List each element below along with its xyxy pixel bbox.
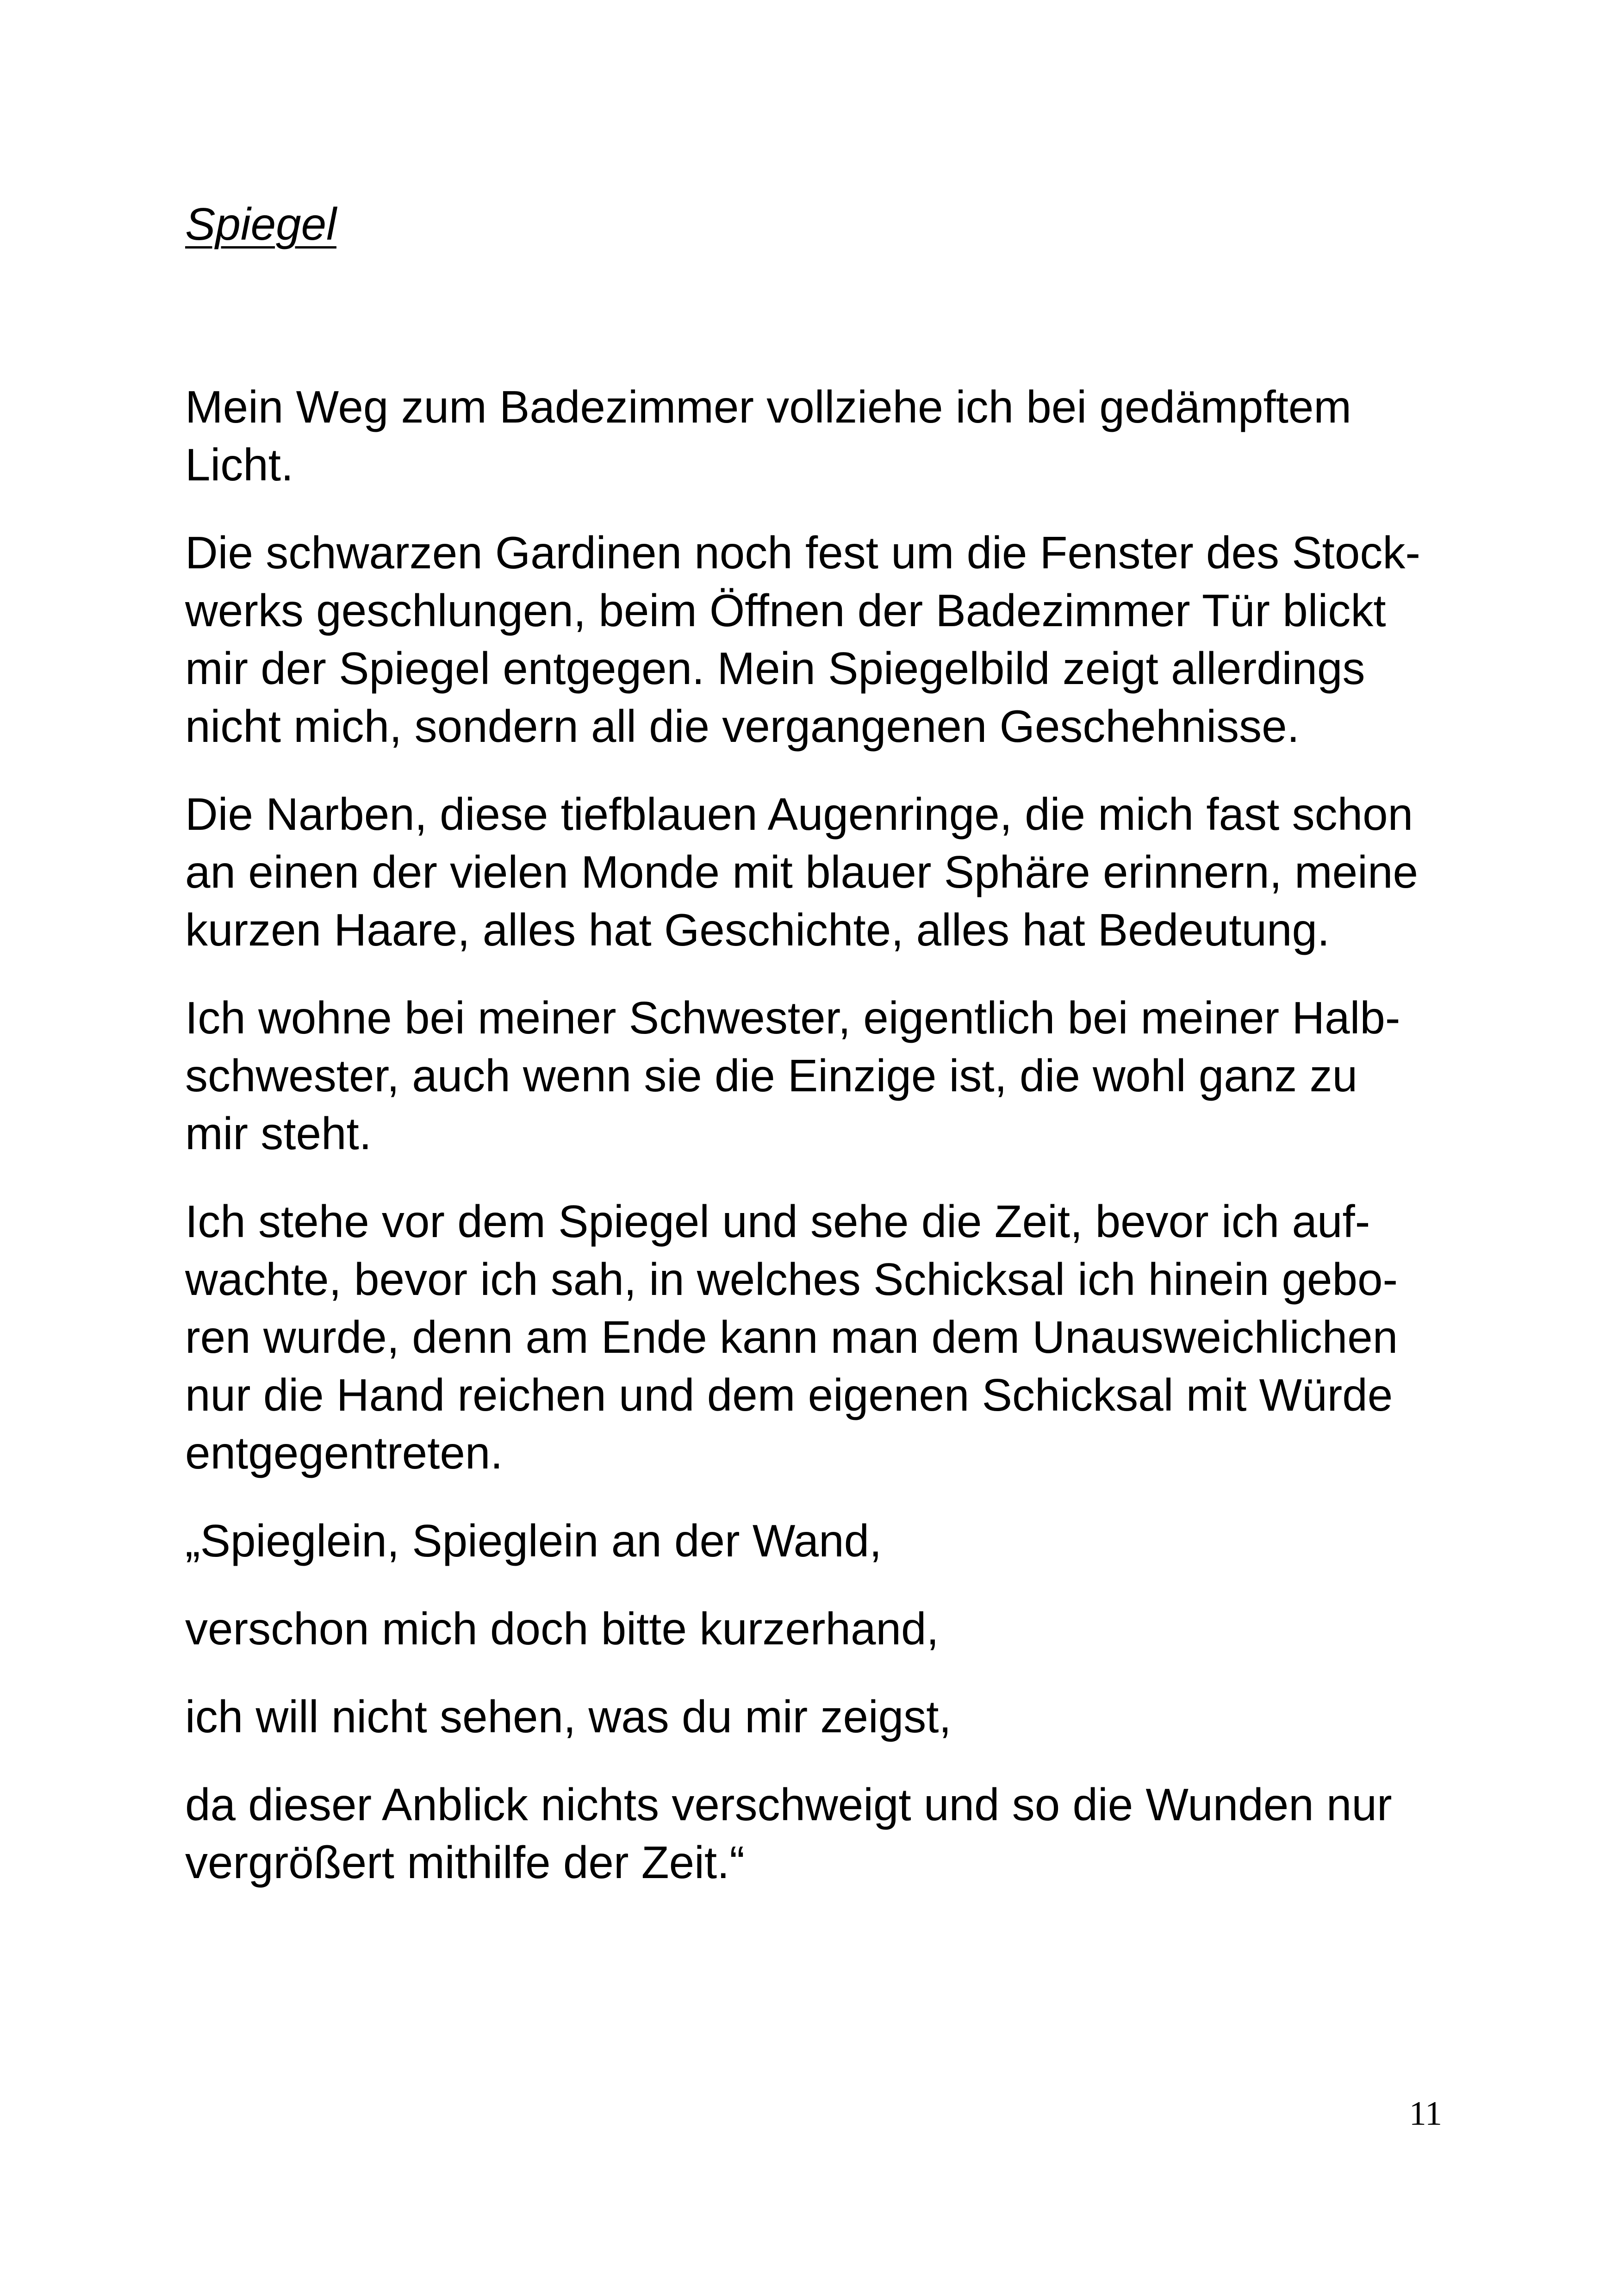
page-number: 11: [1409, 2095, 1442, 2133]
text-line: nicht mich, sondern all die vergangenen Geschehnisse.: [185, 701, 1300, 752]
text-line: werks geschlungen, beim Öffnen der Badezimmer Tür blickt: [185, 585, 1386, 636]
text-line: Die Narben, diese tiefblauen Augenringe, die mich fast schon: [185, 789, 1413, 840]
text-line: mir steht.: [185, 1108, 372, 1159]
text-line: Mein Weg zum Badezimmer vollziehe ich bei gedämpftem: [185, 381, 1352, 432]
text-line: Ich stehe vor dem Spiegel und sehe die Zeit, bevor ich auf-: [185, 1196, 1370, 1247]
text-line: Die schwarzen Gardinen noch fest um die Fenster des Stock-: [185, 527, 1421, 578]
text-line: mir der Spiegel entgegen. Mein Spiegelbild zeigt allerdings: [185, 643, 1365, 694]
text-line: Ich wohne bei meiner Schwester, eigentlich bei meiner Halb-: [185, 992, 1400, 1043]
text-line: an einen der vielen Monde mit blauer Sphäre erinnern, meine: [185, 846, 1418, 897]
text-line: Licht.: [185, 439, 294, 490]
text-line: wachte, bevor ich sah, in welches Schicksal ich hinein gebo-: [185, 1254, 1398, 1305]
text-line: kurzen Haare, alles hat Geschichte, alles hat Bedeutung.: [185, 904, 1330, 955]
text-line: entgegentreten.: [185, 1427, 503, 1478]
chapter-title: Spiegel: [185, 199, 336, 249]
text-line: schwester, auch wenn sie die Einzige ist, die wohl ganz zu: [185, 1050, 1358, 1101]
verse-line: ich will nicht sehen, was du mir zeigst,: [185, 1691, 952, 1742]
verse-line: vergrößert mithilfe der Zeit.“: [185, 1837, 745, 1888]
verse-line: „Spieglein, Spieglein an der Wand,: [185, 1515, 882, 1566]
text-line: ren wurde, denn am Ende kann man dem Unausweichlichen: [185, 1312, 1398, 1363]
text-line: nur die Hand reichen und dem eigenen Schicksal mit Würde: [185, 1369, 1393, 1420]
verse-line: da dieser Anblick nichts verschweigt und so die Wunden nur: [185, 1779, 1392, 1830]
verse-line: verschon mich doch bitte kurzerhand,: [185, 1603, 939, 1654]
